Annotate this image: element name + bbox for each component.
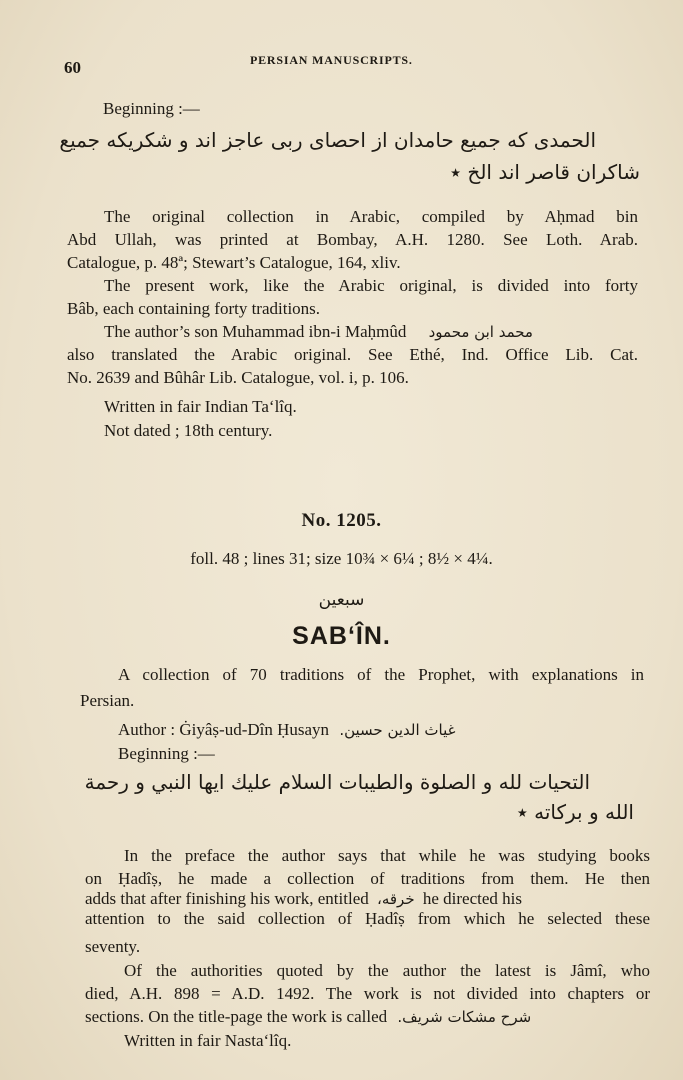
p3-line-1 — [104, 321, 533, 343]
arabic-quote-2-line-2: الله و بركاته ٭ — [516, 800, 634, 824]
p1-line-3: Catalogue, p. 48ª; Stewart’s Catalogue, 164, xliv. — [67, 253, 401, 272]
preface-line-2: on Ḥadîṣ, he made a collection of traditions from them. He then — [85, 869, 650, 888]
p2-line-2: Bâb, each containing forty traditions. — [67, 299, 321, 318]
intro-line-1: A collection of 70 traditions of the Prophet, with explanations in — [118, 665, 644, 684]
running-title: PERSIAN MANUSCRIPTS. — [250, 53, 413, 67]
author-arabic: غياث الدين حسين. — [339, 721, 456, 739]
preface-line-3-text: adds that after finishing his work, entitled — [85, 889, 369, 908]
arabic-quote-line-2: شاكران قاصر اند الخ ٭ — [450, 160, 640, 184]
p3-line-2: also translated the Arabic original. See Ethé, Ind. Office Lib. Cat. — [67, 345, 638, 364]
folio-details: foll. 48 ; lines 31; size 10¾ × 6¼ ; 8½ × 4¼. — [190, 549, 493, 568]
preface-line-5: seventy. — [85, 937, 141, 956]
preface-line-1: In the preface the author says that while he was studying books — [124, 846, 650, 865]
authorities-line-3 — [85, 1006, 531, 1028]
preface-line-3 — [85, 888, 522, 910]
beginning-label-2: Beginning :— — [118, 744, 215, 763]
written-line-2: Written in fair Nasta‘lîq. — [124, 1031, 292, 1050]
p1-line-2: Abd Ullah, was printed at Bombay, A.H. 1280. See Loth. Arab. — [67, 230, 638, 249]
author-name: Ġiyâṣ-ud-Dîn Ḥusayn — [179, 720, 330, 739]
p1-line-1: The original collection in Arabic, compiled by Aḥmad bin — [104, 207, 638, 226]
page-number: 60 — [64, 58, 81, 77]
p2-line-1: The present work, like the Arabic original, is divided into forty — [104, 276, 638, 295]
authorities-line-1: Of the authorities quoted by the author the latest is Jâmî, who — [124, 961, 650, 980]
written-line: Written in fair Indian Ta‘lîq. — [104, 397, 297, 416]
arabic-title: سبعين — [318, 590, 365, 610]
entitled-arabic: خرقه، — [377, 890, 415, 908]
beginning-label: Beginning :— — [103, 99, 200, 118]
preface-line-3-after: he directed his — [422, 889, 522, 908]
intro-line-2: Persian. — [80, 691, 135, 710]
author-line — [118, 719, 455, 741]
arabic-quote-line-1: الحمدى كه جميع حامدان از احصاى ربى عاجز اند و شكريكه جميع — [59, 128, 596, 152]
dated-line: Not dated ; 18th century. — [104, 421, 273, 440]
author-label: Author : — [118, 720, 176, 739]
p3-line-1-text: The author’s son Muhammad ibn-i Maḥmûd — [104, 322, 407, 341]
p3-line-3: No. 2639 and Bûhâr Lib. Catalogue, vol. i, p. 106. — [67, 368, 409, 387]
title-page-arabic: شرح مشكات شريف. — [397, 1008, 532, 1026]
arabic-quote-2-line-1: التحيات لله و الصلوة والطيبات السلام عليك ايها النبي و رحمة — [84, 770, 590, 794]
authorities-line-3-text: sections. On the title-page the work is called — [85, 1007, 388, 1026]
manuscript-number: No. 1205. — [301, 510, 382, 531]
preface-line-4: attention to the said collection of Ḥadîṣ from which he selected these — [85, 909, 650, 928]
work-title: SAB‘ÎN. — [292, 622, 391, 650]
authorities-line-2: died, A.H. 898 = A.D. 1492. The work is not divided into chapters or — [85, 984, 650, 1003]
p3-arabic-name: محمد ابن محمود — [428, 323, 533, 341]
